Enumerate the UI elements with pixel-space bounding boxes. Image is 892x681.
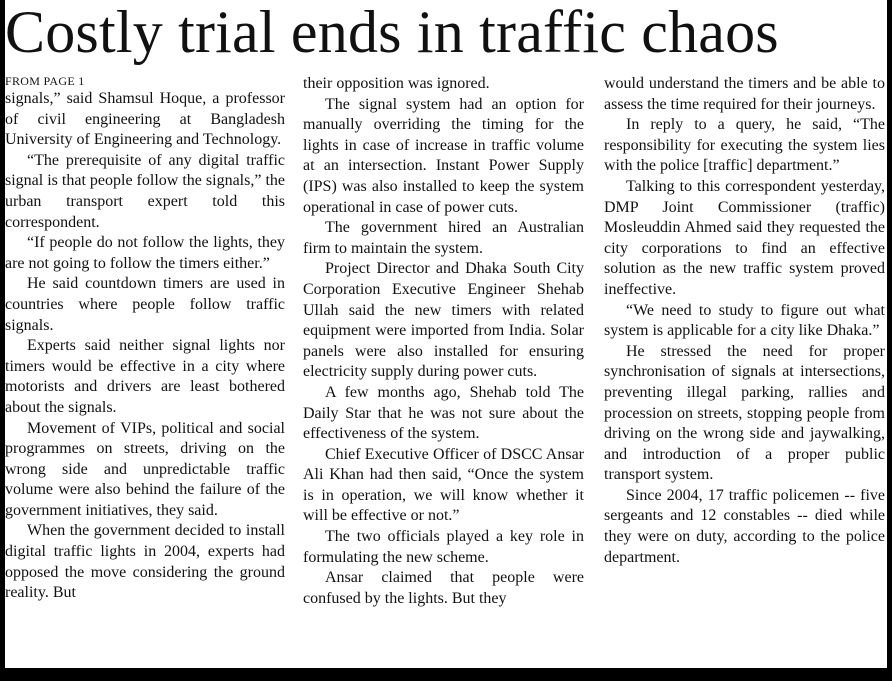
continuation-kicker: FROM PAGE 1 — [5, 74, 85, 88]
article-column-2 — [303, 74, 584, 609]
paragraph: “If people do not follow the lights, they are not going to follow the timers either.” — [5, 234, 285, 272]
paragraph: signals,” said Shamsul Hoque, a professor of civil engineering at Bangladesh University of Engineering and Technology. — [5, 90, 285, 149]
paragraph: Movement of VIPs, political and social programmes on streets, driving on the wrong side and unpredictable traffic volume were also behind the failure of the government initiatives, they said. — [5, 419, 285, 519]
article-column-3 — [604, 74, 885, 568]
article-column-1 — [5, 74, 285, 604]
article — [5, 0, 887, 668]
paragraph: Chief Executive Officer of DSCC Ansar Ali Khan had then said, “Once the system is in operation, we will know whether it will be effective or not.” — [303, 445, 584, 525]
paragraph: The two officials played a key role in formulating the new scheme. — [303, 528, 584, 566]
paragraph: He said countdown timers are used in countries where people follow traffic signals. — [5, 275, 285, 334]
paragraph: He stressed the need for proper synchronisation of signals at intersections, preventing illegal parking, rallies and procession on streets, stopping people from driving on the wrong side and jaywalking, and introduction of a proper public transport system. — [604, 342, 885, 484]
headline: Costly trial ends in traffic chaos — [5, 0, 779, 65]
paragraph: The signal system had an option for manually overriding the timing for the lights in case of increase in traffic volume at an intersection. Instant Power Supply (IPS) was also installed to keep the system operational in case of power cuts. — [303, 95, 584, 216]
paragraph: “We need to study to figure out what system is applicable for a city like Dhaka.” — [604, 301, 885, 340]
paragraph: When the government decided to install digital traffic lights in 2004, experts had opposed the move considering the ground reality. But — [5, 522, 285, 602]
paragraph: In reply to a query, he said, “The responsibility for executing the system lies with the police [traffic] department.” — [604, 116, 885, 175]
paragraph: Talking to this correspondent yesterday, DMP Joint Commissioner (traffic) Mosleuddin Ahmed said they requested the city corporations to find an effective solution as the new traffic system proved ineffective. — [604, 177, 885, 298]
paragraph: Since 2004, 17 traffic policemen -- five sergeants and 12 constables -- died while they were on duty, according to the police department. — [604, 486, 885, 566]
paragraph: “The prerequisite of any digital traffic signal is that people follow the signals,” the urban transport expert told this correspondent. — [5, 151, 285, 231]
paragraph: The government hired an Australian firm to maintain the system. — [303, 219, 584, 257]
paragraph: Project Director and Dhaka South City Corporation Executive Engineer Shehab Ullah said the new timers with related equipment were imported from India. Solar panels were also installed for ensuring electricity supply during power cuts. — [303, 260, 584, 381]
paragraph: Ansar claimed that people were confused by the lights. But they — [303, 569, 584, 607]
paragraph: would understand the timers and be able to assess the time required for their journeys. — [604, 75, 885, 113]
paragraph: Experts said neither signal lights nor timers would be effective in a city where motorists and drivers are least bothered about the signals. — [5, 337, 285, 416]
paragraph: A few months ago, Shehab told The Daily Star that he was not sure about the effectiveness of the system. — [303, 383, 584, 443]
paragraph: their opposition was ignored. — [303, 75, 490, 92]
